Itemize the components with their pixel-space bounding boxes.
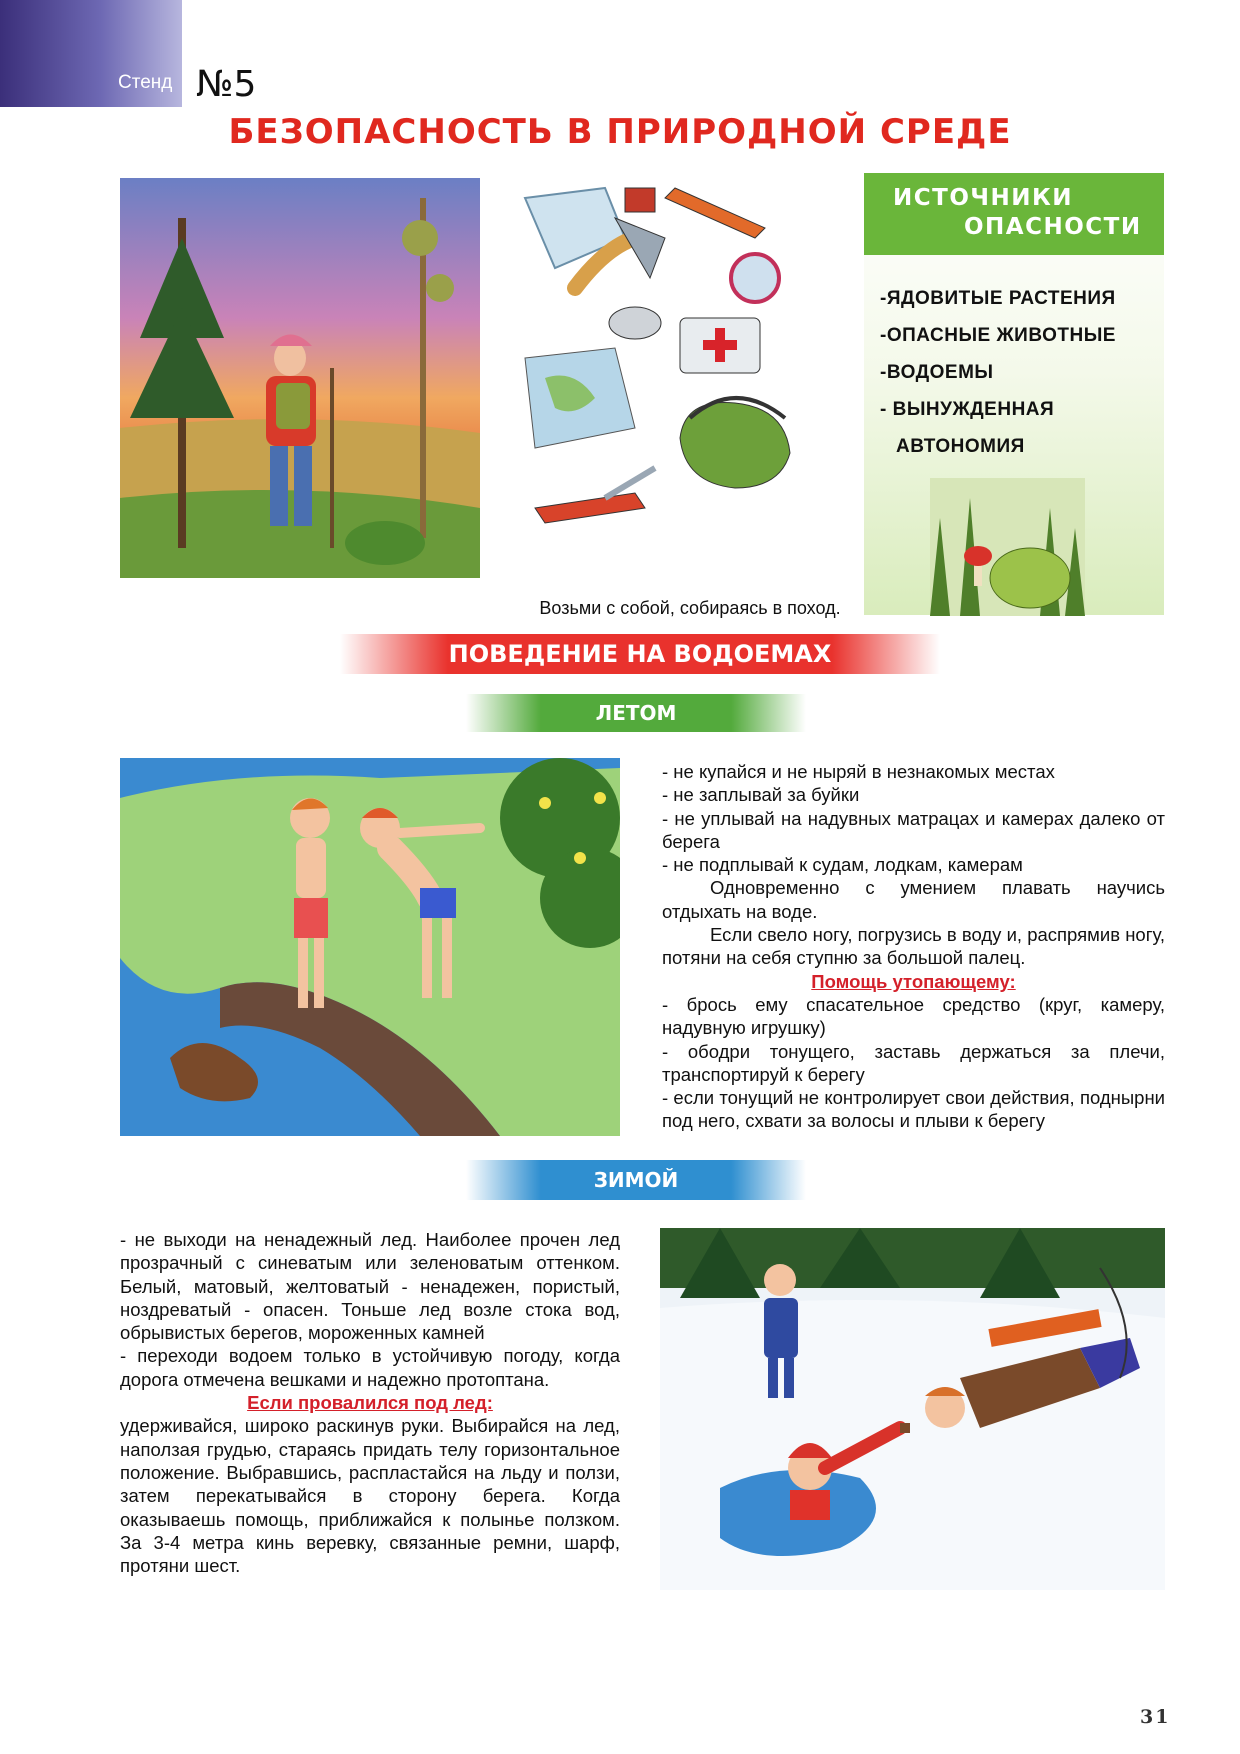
ice-rescue-illustration	[660, 1228, 1165, 1590]
summer-rule: - не купайся и не ныряй в незнакомых местах	[662, 761, 1055, 782]
help-item: - если тонущий не контролирует свои действия, поднырни под него, схвати за волосы и плыви к берегу	[662, 1087, 1165, 1132]
summer-paragraph: Одновременно с умением плавать научись отдыхать на воде.	[662, 877, 1165, 922]
drowning-help-heading: Помощь утопающему:	[811, 970, 1016, 992]
winter-rule: - не выходи на ненадежный лед. Наиболее прочен лед прозрачный с синеватым или зеленоватым оттенком. Белый, матовый, желтоватый - ненадежен, пористый, ноздреватый - опасен. Тоньше лед возле стока вод, обрывистых берегов, мороженных камней	[120, 1229, 620, 1344]
ice-fall-instructions: удерживайся, широко раскинув руки. Выбирайся на лед, наползая грудью, стараясь придать телу горизонтальное положение. Выбравшись, распластайся на льду и ползи, затем перекатывайся в сторону берега. Когда оказываешь помощь, приближайся к полынье ползком. За 3-4 метра кинь веревку, связанные ремни, шарф, протяни шест.	[120, 1415, 620, 1577]
danger-source-item: АВТОНОМИЯ	[896, 436, 1025, 457]
summer-banner: ЛЕТОМ	[466, 694, 806, 732]
danger-sources-list	[880, 280, 1160, 465]
summer-text-block	[662, 760, 1165, 1133]
hiker-illustration	[120, 178, 480, 578]
danger-source-item: -ОПАСНЫЕ ЖИВОТНЫЕ	[880, 325, 1116, 346]
camping-gear-illustration	[515, 178, 845, 568]
page-number: 31	[1140, 1706, 1171, 1728]
badge-label: Стенд	[118, 72, 173, 93]
danger-source-item: -ЯДОВИТЫЕ РАСТЕНИЯ	[880, 288, 1116, 309]
summer-rule: - не заплывай за буйки	[662, 784, 860, 806]
page-title: БЕЗОПАСНОСТЬ В ПРИРОДНОЙ СРЕДЕ	[228, 112, 1012, 152]
help-item: - ободри тонущего, заставь держаться за плечи, транспортируй к берегу	[662, 1040, 1165, 1085]
danger-source-item: - ВЫНУЖДЕННАЯ	[880, 399, 1055, 420]
swimming-boys-illustration	[120, 758, 620, 1136]
water-behavior-banner: ПОВЕДЕНИЕ НА ВОДОЕМАХ	[340, 634, 940, 674]
mushroom-illustration	[930, 478, 1085, 616]
winter-banner: ЗИМОЙ	[466, 1160, 806, 1200]
summer-rule: - не уплывай на надувных матрацах и камерах далеко от берега	[662, 807, 1165, 852]
danger-source-item: -ВОДОЕМЫ	[880, 362, 994, 383]
ice-fall-heading: Если провалился под лед:	[247, 1392, 493, 1414]
badge-number: №5	[196, 64, 257, 105]
gear-caption: Возьми с собой, собираясь в поход.	[539, 598, 841, 618]
winter-rule: - переходи водоем только в устойчивую погоду, когда дорога отмечена вешками и надежно протоптана.	[120, 1345, 620, 1390]
winter-text-block	[120, 1228, 620, 1577]
help-item: - брось ему спасательное средство (круг, камеру, надувную игрушку)	[662, 993, 1165, 1039]
danger-sources-title-line2: ОПАСНОСТИ	[964, 214, 1142, 240]
summer-paragraph: Если свело ногу, погрузись в воду и, распрямив ногу, потяни на себя ступню за большой палец.	[662, 924, 1165, 969]
danger-sources-title-line1: ИСТОЧНИКИ	[893, 185, 1074, 211]
summer-rule: - не подплывай к судам, лодкам, камерам	[662, 854, 1023, 876]
